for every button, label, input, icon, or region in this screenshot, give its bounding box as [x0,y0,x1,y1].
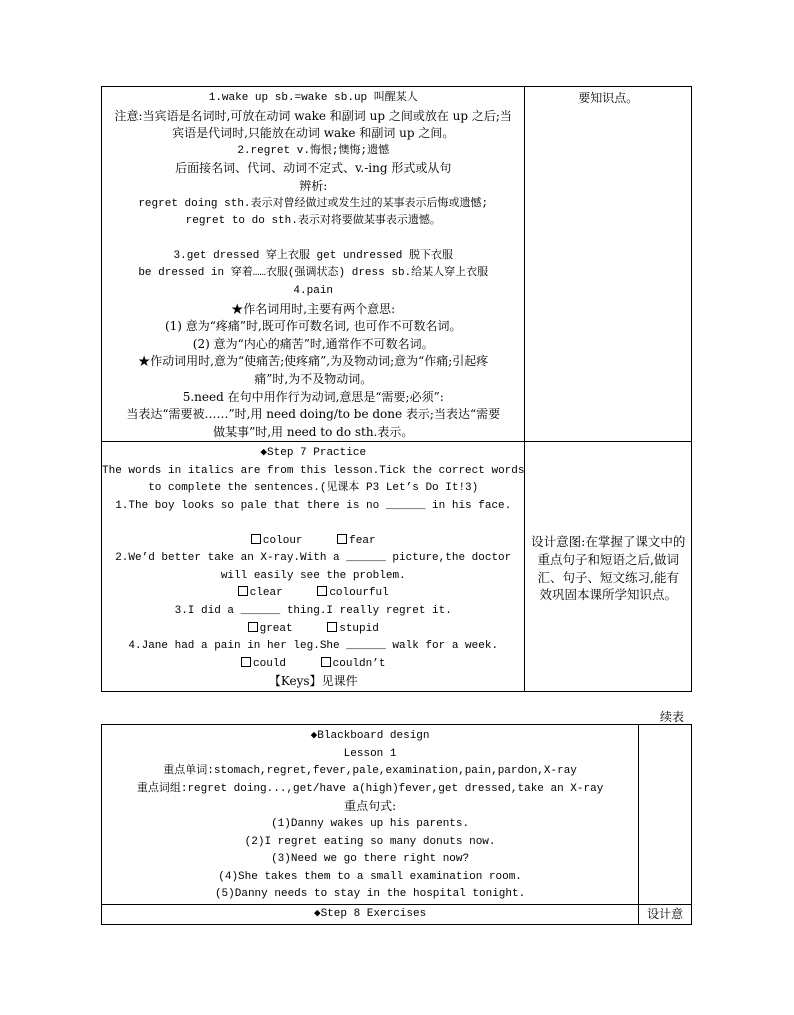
blackboard-row [102,725,692,905]
pattern-item: (5)Danny needs to stay in the hospital tonight. [214,888,526,901]
knowledge-line: regret to do sth.表示对将要做某事表示遗憾。 [185,215,441,228]
knowledge-line: ★作名词用时,主要有两个意思: [231,301,396,316]
option[interactable] [248,621,293,639]
question-2: will easily see the problem. [220,569,406,582]
checkbox-icon [337,534,347,544]
knowledge-line: 3.get dressed 穿上衣服 get undressed 脱下衣服 [173,249,453,262]
knowledge-line: 1.wake up sb.=wake sb.up 叫醒某人 [208,92,418,104]
knowledge-row [102,87,692,442]
intent-line: 重点句子和短语之后,做词 [537,552,679,568]
knowledge-line: regret doing sth.表示对曾经做过或发生过的某事表示后悔或遗憾; [138,197,489,210]
practice-cell [102,442,525,692]
key-phrases: 重点词组:regret doing...,get/have a(high)fever,get dressed,take an X-ray [136,782,604,795]
blackboard-cell [102,725,639,905]
checkbox-icon [317,586,327,596]
option[interactable] [238,585,283,603]
question-1-options [102,533,524,551]
knowledge-line: ★作动词用时,意为“使痛苦;使疼痛”,为及物动词;意为“作痛;引起疼 [138,354,489,369]
option[interactable] [251,533,303,551]
knowledge-line [102,231,524,248]
option-label: colour [262,534,303,547]
intent-line: 设计意图:在掌握了课文中的 [531,534,686,550]
checkbox-icon [241,657,251,667]
knowledge-line: 宾语是代词时,只能放在动词 wake 和副词 up 之间。 [172,126,455,141]
question-3-options [102,621,524,639]
exercises-intent-cell [639,904,692,924]
checkbox-icon [327,622,337,632]
option-label: stupid [339,622,379,635]
knowledge-line: 4.pain [293,284,334,297]
practice-row [102,442,692,692]
question-2-options [102,585,524,603]
knowledge-line: 后面接名词、代词、动词不定式、v.-ing 形式或从句 [175,161,452,176]
lesson-table [101,86,692,692]
question-4: 4.Jane had a pain in her leg.She ______ walk for a week. [128,640,499,653]
pattern-item: (2)I regret eating so many donuts now. [244,835,496,848]
option[interactable] [317,585,388,603]
option[interactable] [337,533,375,551]
knowledge-intent-cell [525,87,692,442]
checkbox-icon [321,657,331,667]
option-label: could [253,657,287,670]
checkbox-icon [248,622,258,632]
exercises-cell [102,904,639,924]
pattern-item: (3)Need we go there right now? [271,853,470,866]
exercises-row [102,904,692,924]
keys-note: 【Keys】见课件 [268,674,358,689]
knowledge-line: 2.regret v.悔恨;懊悔;遗憾 [237,144,390,157]
option[interactable] [327,621,379,639]
knowledge-line: 辨析: [299,178,328,193]
practice-intent-cell [525,442,692,692]
knowledge-line: (1) 意为“疼痛”时,既可作可数名词, 也可作不可数名词。 [164,319,462,334]
key-words: 重点单词:stomach,regret,fever,pale,examination,pain,pardon,X-ray [163,765,577,778]
knowledge-intent-text: 要知识点。 [578,91,639,105]
practice-instructions: to complete the sentences.(见课本 P3 Let’s Do It!3) [148,482,479,495]
option[interactable] [241,656,286,674]
blackboard-side-cell [639,725,692,905]
knowledge-line: 5.need 在句中用作行为动词,意思是“需要;必须”: [182,389,444,404]
continued-label: 续表 [660,710,685,724]
checkbox-icon [251,534,261,544]
option-label: clear [249,587,283,600]
checkbox-icon [238,586,248,596]
question-1: 1.The boy looks so pale that there is no ______ in his face. [115,500,512,513]
exercises-intent-text: 设计意 [647,906,684,921]
option-label: colourful [329,587,389,600]
knowledge-line: (2) 意为“内心的痛苦”时,通常作不可数名词。 [192,336,434,351]
knowledge-line: 当表达“需要被……”时,用 need doing/to be done 表示;当表达“需要 [126,407,501,422]
knowledge-line: be dressed in 穿着……衣服(强调状态) dress sb.给某人穿上衣服 [138,267,489,280]
pattern-item: (1)Danny wakes up his parents. [271,817,470,830]
option[interactable] [321,656,386,674]
practice-instructions: The words in italics are from this lesson.Tick the correct words [102,464,525,477]
knowledge-line: 注意:当宾语是名词时,可放在动词 wake 和副词 up 之间或放在 up 之后;当 [114,108,512,123]
patterns-title: 重点句式: [344,799,397,814]
knowledge-line: 痛”时,为不及物动词。 [254,371,373,386]
pattern-item: (4)She takes them to a small examination room. [218,870,522,883]
option-label: couldn’t [332,657,386,670]
knowledge-line: 做某事”时,用 need to do sth.表示。 [213,424,414,439]
blackboard-title: ◆Blackboard design [310,730,430,742]
practice-step-title: ◆Step 7 Practice [260,447,367,460]
question-2: 2.We’d better take an X-ray.With a ______ picture,the doctor [115,552,512,565]
lesson-label: Lesson 1 [343,747,397,760]
option-label: great [259,622,293,635]
option-label: fear [349,534,376,547]
intent-line: 汇、句子、短文练习,能有 [537,569,679,585]
question-3: 3.I did a ______ thing.I really regret it. [174,605,452,618]
intent-line: 效巩固本课所学知识点。 [539,587,677,603]
question-4-options [102,656,524,674]
exercises-step-title: ◆Step 8 Exercises [313,907,427,920]
knowledge-cell [102,87,525,442]
blackboard-table [101,724,692,925]
